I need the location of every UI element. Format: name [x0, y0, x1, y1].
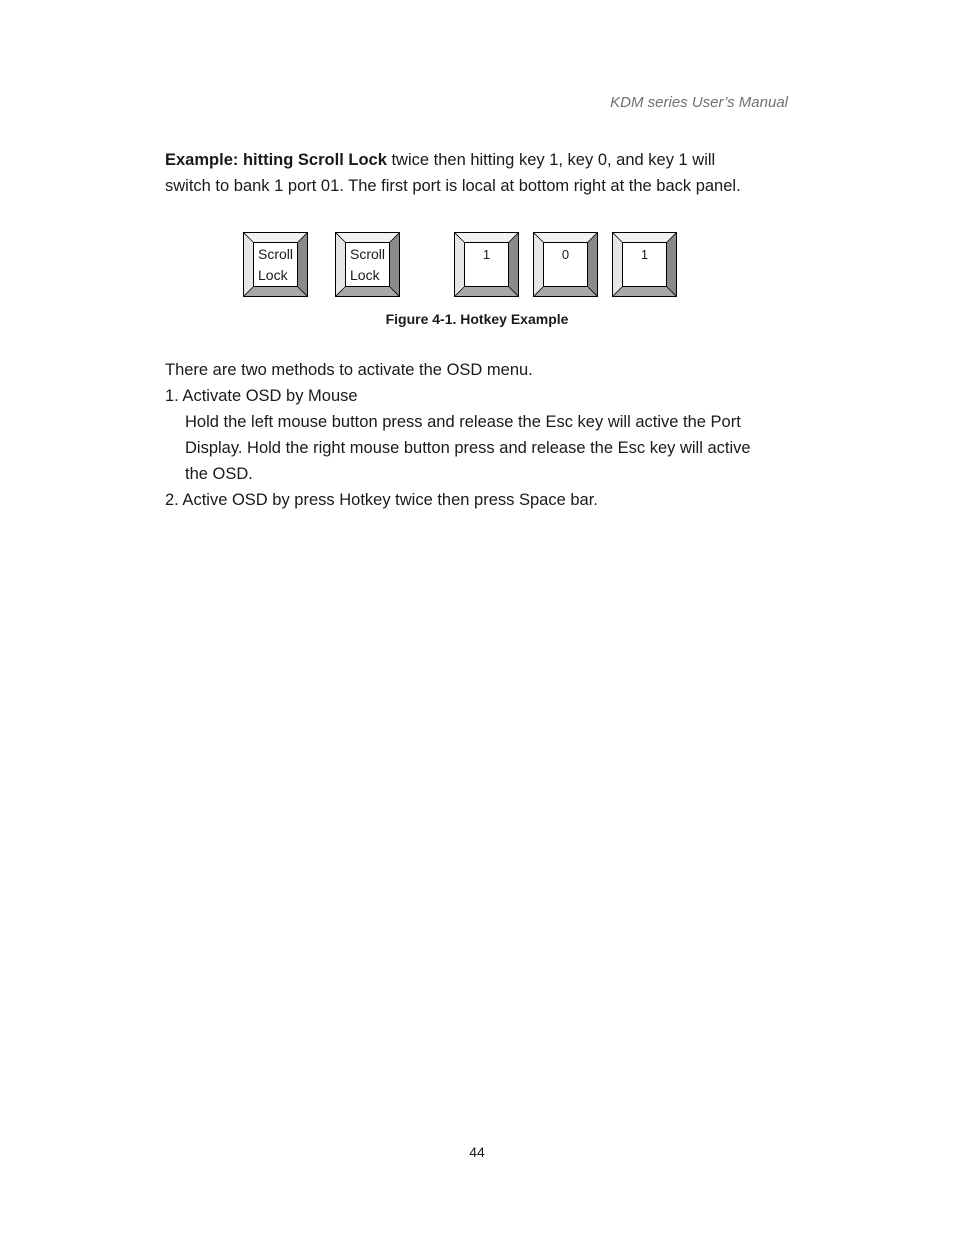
example-line2: switch to bank 1 port 01. The first port is local at bottom right at the back panel.	[165, 177, 741, 195]
key-face	[464, 242, 509, 287]
methods-section	[165, 357, 805, 513]
key-label-line2: Lock	[350, 267, 380, 283]
method-1-body-line: Display. Hold the right mouse button press and release the Esc key will active	[185, 439, 751, 457]
key-label-line1: Scroll	[258, 246, 294, 262]
key-1-second	[612, 232, 677, 297]
key-label-line1: Scroll	[350, 246, 386, 262]
key-label-line2: Lock	[258, 267, 288, 283]
method-2: 2. Active OSD by press Hotkey twice then press Space bar.	[165, 491, 598, 509]
example-paragraph	[165, 147, 805, 199]
method-1-title: 1. Activate OSD by Mouse	[165, 387, 358, 405]
method-1-body-line: Hold the left mouse button press and release the Esc key will active the Port	[185, 413, 741, 431]
key-label: 1	[482, 247, 491, 262]
example-bold-lead: Example: hitting Scroll Lock	[165, 151, 387, 169]
example-line1-rest: twice then hitting key 1, key 0, and key 1 will	[386, 151, 716, 169]
figure-caption: Figure 4-1. Hotkey Example	[385, 311, 569, 327]
page-number: 44	[469, 1144, 485, 1160]
hotkey-figure	[0, 232, 954, 299]
key-face	[345, 242, 390, 287]
key-scroll-lock-1	[243, 232, 308, 297]
method-1-body-line: the OSD.	[185, 465, 253, 483]
key-face	[253, 242, 298, 287]
methods-intro: There are two methods to activate the OSD menu.	[165, 361, 533, 379]
key-face	[543, 242, 588, 287]
key-1-first	[454, 232, 519, 297]
key-label: 0	[561, 247, 570, 262]
key-label: 1	[640, 247, 649, 262]
key-0	[533, 232, 598, 297]
page-header: KDM series User’s Manual	[610, 94, 788, 111]
key-scroll-lock-2	[335, 232, 400, 297]
key-face	[622, 242, 667, 287]
